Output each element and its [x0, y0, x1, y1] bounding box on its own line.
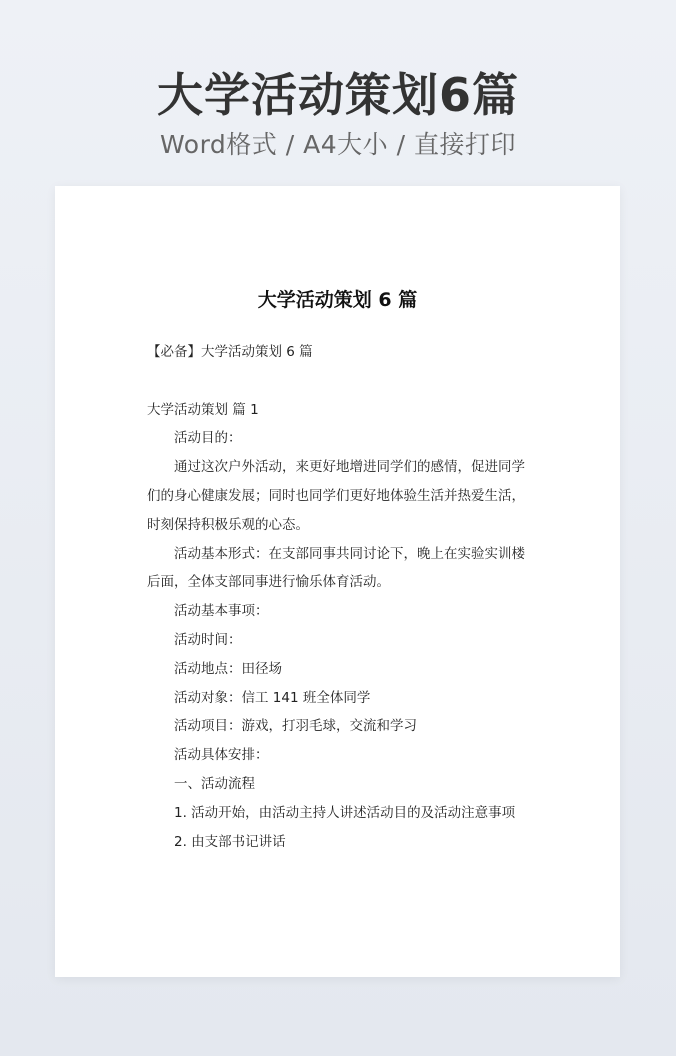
- paragraph: 通过这次户外活动，来更好地增进同学们的感情，促进同学们的身心健康发展；同时也同学们更好地体验生活并热爱生活，时刻保持积极乐观的心态。: [147, 459, 525, 533]
- document-title: 大学活动策划 6 篇: [257, 289, 418, 311]
- banner-subtitle: Word格式 / A4大小 / 直接打印: [160, 130, 516, 159]
- banner-title: 大学活动策划6篇: [156, 68, 519, 122]
- paragraph: 活动对象：信工 141 班全体同学: [174, 689, 371, 706]
- paragraph: 活动基本形式：在支部同事共同讨论下，晚上在实验实训楼后面，全体支部同事进行愉乐体育活动。: [147, 545, 525, 591]
- paragraph: 活动地点：田径场: [174, 660, 282, 677]
- document-body: [147, 338, 529, 856]
- paragraph: 活动基本事项：: [174, 603, 269, 620]
- section-heading: 大学活动策划 篇 1: [147, 401, 259, 418]
- banner-header: [0, 64, 676, 162]
- paragraph: 活动时间：: [174, 631, 242, 648]
- paragraph: 2. 由支部书记讲话: [174, 833, 286, 850]
- paragraph: 活动具体安排：: [174, 747, 269, 764]
- blank-line: [147, 367, 529, 396]
- paragraph: 活动项目：游戏，打羽毛球，交流和学习: [174, 718, 417, 735]
- paragraph: 活动目的：: [174, 430, 242, 447]
- document-tag-line: 【必备】大学活动策划 6 篇: [147, 344, 313, 360]
- paragraph: 1. 活动开始，由活动主持人讲述活动目的及活动注意事项: [174, 804, 516, 821]
- paragraph: 一、活动流程: [174, 775, 255, 792]
- document-page: [55, 186, 620, 977]
